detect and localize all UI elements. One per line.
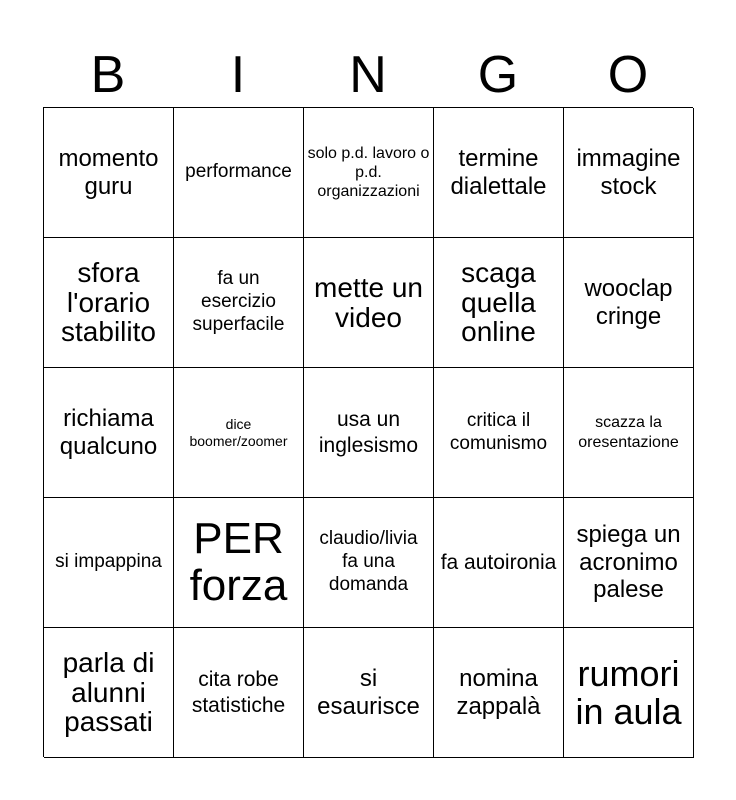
cell-text: termine dialettale bbox=[450, 144, 547, 200]
header-letter-b: B bbox=[90, 46, 126, 104]
cell-text: usa un inglesismo bbox=[318, 408, 419, 457]
cell-text: PER forza bbox=[189, 514, 288, 610]
bingo-cell[interactable] bbox=[564, 628, 694, 758]
header-letter-o: O bbox=[607, 46, 649, 104]
cell-text: nomina zappalà bbox=[456, 664, 541, 720]
cell-text: cita robe statistiche bbox=[191, 668, 286, 717]
bingo-cell[interactable] bbox=[304, 498, 434, 628]
bingo-cell[interactable] bbox=[304, 108, 434, 238]
bingo-cell[interactable] bbox=[564, 368, 694, 498]
cell-text: performance bbox=[185, 161, 292, 183]
bingo-cell[interactable] bbox=[434, 368, 564, 498]
bingo-cell[interactable] bbox=[434, 108, 564, 238]
bingo-cell[interactable] bbox=[44, 368, 174, 498]
header-letter-g: G bbox=[477, 46, 519, 104]
bingo-cell[interactable] bbox=[44, 498, 174, 628]
cell-text: solo p.d. lavoro o p.d. organizzazioni bbox=[307, 144, 430, 201]
cell-text: spiega un acronimo palese bbox=[576, 521, 681, 604]
cell-text: si esaurisce bbox=[317, 664, 420, 720]
cell-text: wooclap cringe bbox=[584, 274, 673, 330]
cell-text: parla di alunni passati bbox=[62, 647, 155, 738]
bingo-cell[interactable] bbox=[564, 498, 694, 628]
bingo-cell[interactable] bbox=[434, 498, 564, 628]
bingo-cell[interactable] bbox=[564, 108, 694, 238]
bingo-cell[interactable] bbox=[44, 238, 174, 368]
bingo-cell[interactable] bbox=[174, 628, 304, 758]
header-letter-n: N bbox=[349, 46, 387, 104]
bingo-cell[interactable] bbox=[44, 108, 174, 238]
bingo-cell[interactable] bbox=[434, 628, 564, 758]
bingo-cell[interactable] bbox=[174, 108, 304, 238]
bingo-cell[interactable] bbox=[304, 368, 434, 498]
bingo-board bbox=[43, 107, 693, 757]
bingo-cell[interactable] bbox=[564, 238, 694, 368]
header-letter-i: I bbox=[230, 46, 246, 104]
bingo-cell[interactable] bbox=[304, 628, 434, 758]
bingo-cell[interactable] bbox=[174, 368, 304, 498]
cell-text: si impappina bbox=[55, 551, 162, 573]
cell-text: scazza la oresentazione bbox=[578, 414, 679, 451]
cell-text: immagine stock bbox=[576, 144, 681, 200]
cell-text: richiama qualcuno bbox=[59, 404, 158, 460]
cell-text: scaga quella online bbox=[461, 257, 536, 348]
bingo-header bbox=[43, 42, 693, 108]
bingo-cell[interactable] bbox=[174, 238, 304, 368]
cell-text: sfora l'orario stabilito bbox=[61, 257, 156, 348]
cell-text: mette un video bbox=[314, 272, 423, 333]
bingo-cell[interactable] bbox=[174, 498, 304, 628]
cell-text: fa un esercizio superfacile bbox=[192, 268, 285, 335]
cell-text: momento guru bbox=[58, 144, 159, 200]
bingo-cell[interactable] bbox=[434, 238, 564, 368]
cell-text: critica il comunismo bbox=[449, 409, 548, 454]
cell-text: claudio/livia fa una domanda bbox=[319, 528, 418, 595]
bingo-cell[interactable] bbox=[44, 628, 174, 758]
cell-text: dice boomer/zoomer bbox=[189, 415, 288, 449]
cell-text: fa autoironia bbox=[440, 550, 557, 574]
cell-text: rumori in aula bbox=[575, 652, 682, 732]
bingo-cell[interactable] bbox=[304, 238, 434, 368]
